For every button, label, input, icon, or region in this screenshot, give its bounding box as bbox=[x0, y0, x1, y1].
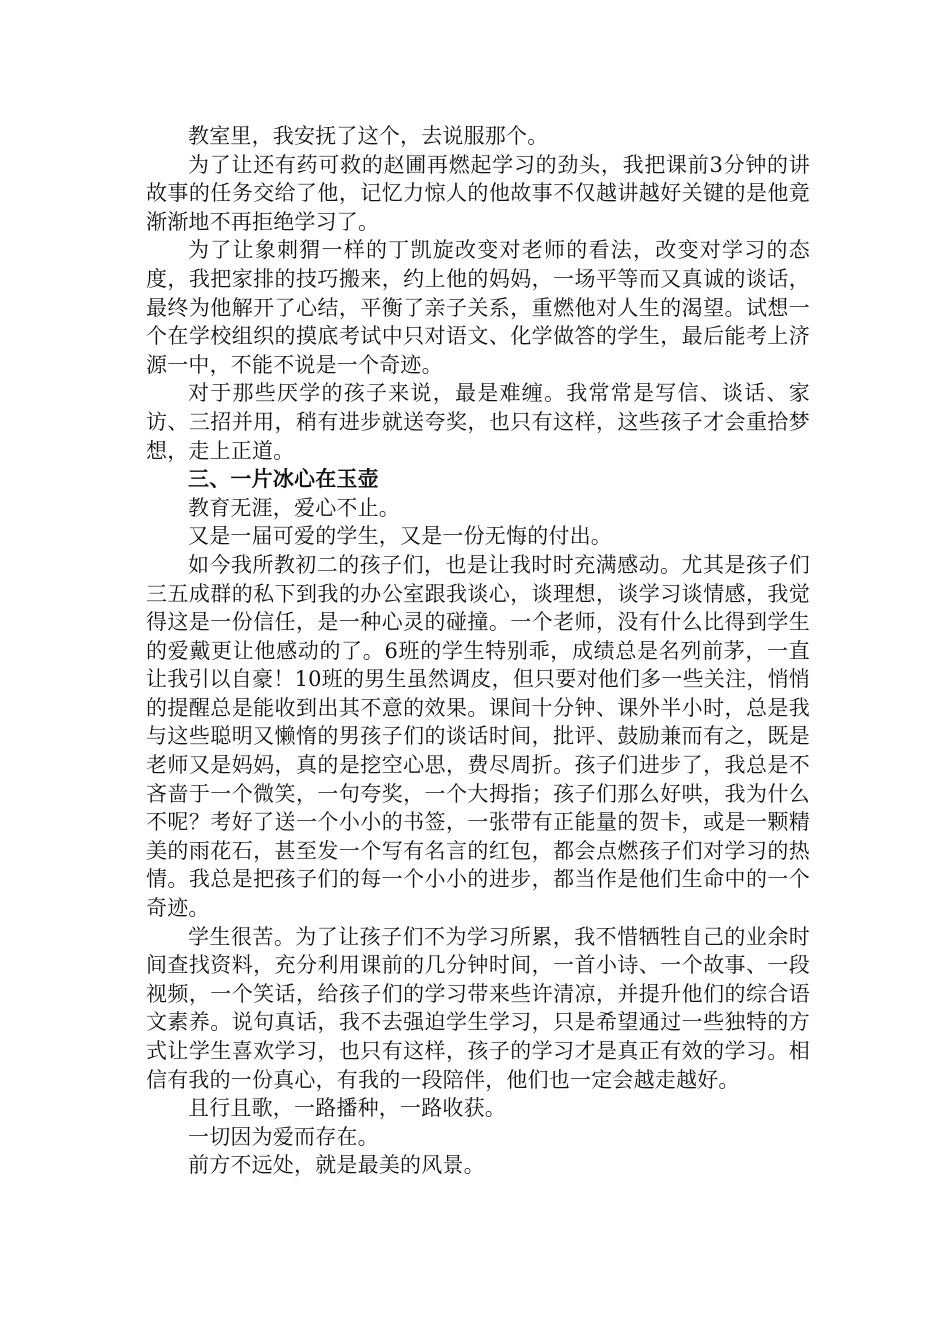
paragraph: 一切因为爱而存在。 bbox=[188, 1124, 379, 1149]
section-heading: 三、一片冰心在玉壶 bbox=[188, 466, 379, 492]
paragraph: 为了让象刺猬一样的丁凯旋改变对老师的看法，改变对学习的态度，我把家排的技巧搬来，约上他的妈妈，一场平等而又真诚的谈话，最终为他解开了心结，平衡了亲子关系，重燃他对人生的渴望。试想一个在学校组织的摸底考试中只对语文、化学做答的学生，最后能考上济源一中，不能不说是一个奇迹。 bbox=[146, 238, 810, 377]
paragraph: 如今我所教初二的孩子们，也是让我时时充满感动。尤其是孩子们三五成群的私下到我的办公室跟我谈心，谈理想，谈学习谈情感，我觉得这是一份信任，是一种心灵的碰撞。一个老师，没有什么比得到学生的爱戴更让他感动的了。6班的学生特别乖，成绩总是名列前茅，一直让我引以自豪！10班的男生虽然调皮，但只要对他们多一些关注，悄悄的提醒总是能收到出其不意的效果。课间十分钟、课外半小时，总是我与这些聪明又懒惰的男孩子们的谈话时间，批评、鼓励兼而有之，既是老师又是妈妈，真的是挖空心思，费尽周折。孩子们进步了，我总是不吝啬于一个微笑，一句夸奖，一个大拇指；孩子们那么好哄，我为什么不呢？考好了送一个小小的书签，一张带有正能量的贺卡，或是一颗精美的雨花石，甚至发一个写有名言的红包，都会点燃孩子们对学习的热情。我总是把孩子们的每一个小小的进步，都当作是他们生命中的一个奇迹。 bbox=[146, 552, 810, 921]
paragraph: 且行且歌，一路播种，一路收获。 bbox=[188, 1096, 506, 1121]
paragraph: 前方不远处，就是最美的风景。 bbox=[188, 1153, 485, 1178]
paragraph: 对于那些厌学的孩子来说，最是难缠。我常常是写信、谈话、家访、三招并用，稍有进步就送夸奖，也只有这样，这些孩子才会重拾梦想，走上正道。 bbox=[146, 381, 810, 463]
paragraph: 教育无涯，爱心不止。 bbox=[188, 495, 400, 520]
paragraph: 教室里，我安抚了这个，去说服那个。 bbox=[188, 124, 549, 148]
paragraph: 又是一届可爱的学生，又是一份无悔的付出。 bbox=[188, 524, 612, 549]
paragraph: 学生很苦。为了让孩子们不为学习所累，我不惜牺牲自己的业余时间查找资料，充分利用课前的几分钟时间，一首小诗、一个故事、一段视频，一个笑话，给孩子们的学习带来些许清凉，并提升他们的综合语文素养。说句真话，我不去强迫学生学习，只是希望通过一些独特的方式让学生喜欢学习，也只有这样，孩子的学习才是真正有效的学习。相信有我的一份真心，有我的一段陪伴，他们也一定会越走越好。 bbox=[146, 924, 810, 1092]
paragraph: 为了让还有药可救的赵圃再燃起学习的劲头，我把课前3分钟的讲故事的任务交给了他，记忆力惊人的他故事不仅越讲越好关键的是他竟渐渐地不再拒绝学习了。 bbox=[146, 152, 810, 234]
document-page bbox=[146, 122, 810, 1180]
